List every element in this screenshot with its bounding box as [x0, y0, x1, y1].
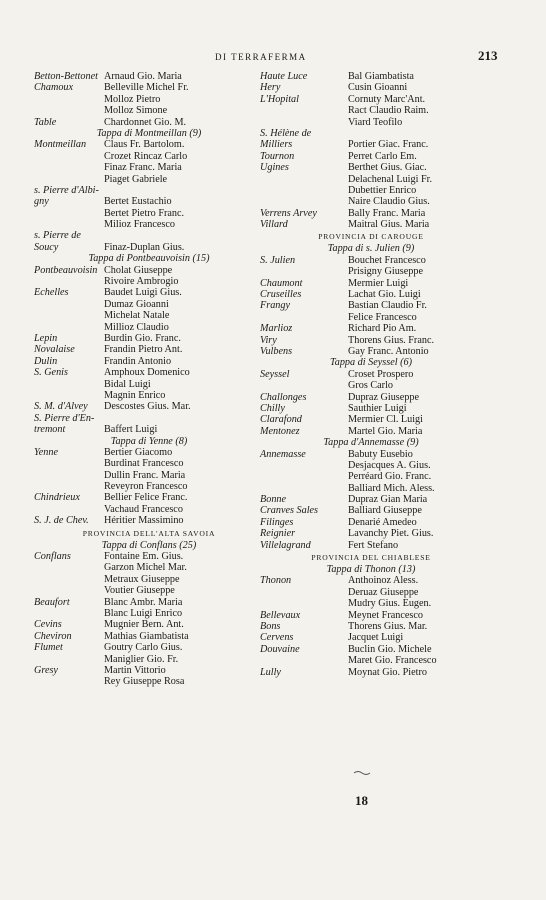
entry-row — [34, 574, 274, 585]
entry-row — [34, 470, 274, 481]
entry-row — [260, 494, 485, 505]
entry-row — [260, 587, 485, 598]
place-name: Gresy — [34, 664, 58, 676]
place-name: Conflans — [34, 551, 71, 563]
place-name: S. Julien — [260, 254, 296, 266]
person-name: Baffert Luigi — [104, 424, 158, 436]
person-name: Blanc Ambr. Maria — [104, 596, 183, 608]
entry-row — [260, 414, 485, 425]
person-name: Lavanchy Piet. Gius. — [348, 528, 434, 540]
entry-row — [34, 230, 274, 241]
entry-row — [260, 278, 485, 289]
person-name: Sauthier Luigi — [348, 402, 407, 414]
person-name: Mudry Gius. Eugen. — [348, 598, 432, 610]
person-name: Felice Francesco — [348, 311, 417, 323]
entry-row — [34, 208, 274, 219]
entry-row — [260, 575, 485, 586]
entry-row — [260, 82, 485, 93]
person-name: Finaz-Duplan Gius. — [104, 241, 185, 253]
person-name: Gros Carlo — [348, 380, 393, 392]
person-name: Héritier Massimino — [104, 515, 184, 527]
person-name: Martin Vittorio — [104, 664, 166, 676]
person-name: Prisigny Giuseppe — [348, 266, 423, 278]
province-heading: PROVINCIA DELL'ALTA SAVOIA — [82, 528, 216, 538]
place-name: tremont — [34, 424, 66, 436]
entry-row — [34, 413, 274, 424]
person-name: Burdin Gio. Franc. — [104, 332, 181, 344]
person-name: Blanc Luigi Enrico — [104, 607, 183, 619]
person-name: Gay Franc. Antonio — [348, 345, 429, 357]
running-title: DI TERRAFERMA — [215, 52, 307, 62]
entry-row — [34, 642, 274, 653]
place-name: S. J. de Chev. — [34, 515, 89, 527]
person-name: Balliard Mich. Aless. — [348, 482, 435, 494]
entry-row — [260, 610, 485, 621]
person-name: Millioz Claudio — [104, 321, 169, 333]
person-name: Lachat Gio. Luigi — [348, 289, 421, 301]
person-name: Dullin Franc. Maria — [104, 469, 186, 481]
person-name: Babuty Eusebio — [348, 448, 413, 460]
entry-row — [34, 151, 274, 162]
entry-row — [260, 94, 485, 105]
entry-row — [34, 185, 274, 196]
entry-row — [260, 105, 485, 116]
person-name: Cholat Giuseppe — [104, 264, 173, 276]
entry-row — [34, 117, 274, 128]
person-name: Fontaine Em. Gius. — [104, 551, 184, 563]
entry-row — [260, 255, 485, 266]
person-name: Anthoinoz Aless. — [348, 575, 419, 587]
entry-row — [34, 162, 274, 173]
person-name: Descostes Gius. Mar. — [104, 401, 191, 413]
place-name: Vulbens — [260, 345, 293, 357]
entry-row — [260, 162, 485, 173]
place-name: Chaumont — [260, 277, 303, 289]
place-name: Clarafond — [260, 414, 302, 426]
person-name: Bidal Luigi — [104, 378, 151, 390]
entry-row — [34, 219, 274, 230]
person-name: Chardonnet Gio. M. — [104, 116, 187, 128]
stage-heading: Tappa di Seyssel (6) — [330, 357, 412, 369]
entry-row — [34, 597, 274, 608]
province-heading: PROVINCIA DI CAROUGE — [318, 232, 424, 242]
entry-row — [260, 598, 485, 609]
page-number: 213 — [478, 48, 498, 63]
place-name: Bellevaux — [260, 609, 301, 621]
person-name: Claus Fr. Bartolom. — [104, 139, 185, 151]
entry-row — [260, 117, 485, 128]
right-column — [260, 71, 485, 678]
person-name: Dumaz Gioanni — [104, 298, 169, 310]
entry-row — [34, 379, 274, 390]
place-name: Bons — [260, 620, 281, 632]
entry-row — [260, 483, 485, 494]
entry-row — [260, 380, 485, 391]
person-name: Baudet Luigi Gius. — [104, 287, 182, 299]
person-name: Dupraz Gian Maria — [348, 494, 428, 506]
person-name: Mugnier Bern. Ant. — [104, 619, 184, 631]
entry-row — [34, 356, 274, 367]
person-name: Portier Giac. Franc. — [348, 139, 429, 151]
place-name: Seyssel — [260, 368, 290, 380]
entry-row — [260, 139, 485, 150]
entry-row — [260, 128, 485, 139]
place-name: S. Hélène de — [260, 127, 312, 139]
stage-heading: Tappa di s. Julien (9) — [327, 243, 415, 255]
entry-row — [260, 289, 485, 300]
place-name: Mentonez — [260, 425, 300, 437]
person-name: Fert Stefano — [348, 539, 399, 551]
place-name: Soucy — [34, 241, 59, 253]
person-name: Perret Carlo Em. — [348, 150, 417, 162]
entry-row — [260, 655, 485, 666]
entry-row — [260, 392, 485, 403]
place-name: Douvaine — [260, 643, 300, 655]
entry-row — [260, 403, 485, 414]
entry-row — [34, 322, 274, 333]
person-name: Croset Prospero — [348, 368, 414, 380]
person-name: Vachaud Francesco — [104, 503, 183, 515]
place-name: Chindrieux — [34, 492, 80, 504]
person-name: Amphoux Domenico — [104, 367, 190, 379]
person-name: Deruaz Giuseppe — [348, 586, 419, 598]
person-name: Magnin Enrico — [104, 389, 166, 401]
entry-row — [34, 665, 274, 676]
entry-row — [34, 265, 274, 276]
entry-row — [34, 515, 274, 526]
entry-row — [260, 312, 485, 323]
entry-row — [260, 449, 485, 460]
entry-row — [260, 517, 485, 528]
place-name: Table — [34, 116, 57, 128]
entry-row — [34, 504, 274, 515]
person-name: Maret Gio. Francesco — [348, 655, 437, 667]
entry-row — [260, 71, 485, 82]
person-name: Martel Gio. Maria — [348, 425, 423, 437]
entry-row — [260, 540, 485, 551]
place-name: Villard — [260, 219, 288, 231]
entry-row — [260, 208, 485, 219]
person-name: Berthet Gius. Giac. — [348, 162, 427, 174]
entry-row — [34, 458, 274, 469]
entry-row — [260, 346, 485, 357]
press-mark-icon — [353, 770, 371, 776]
stage-heading: Tappa di Yenne (8) — [110, 435, 188, 447]
entry-row — [34, 276, 274, 287]
place-name: Cevins — [34, 619, 62, 631]
place-name: S. Pierre d'En- — [34, 412, 95, 424]
person-name: Ract Claudio Raim. — [348, 105, 429, 117]
entry-row — [260, 644, 485, 655]
person-name: Jacquet Luigi — [348, 632, 404, 644]
place-name: Chamoux — [34, 82, 74, 94]
place-name: Viry — [260, 334, 277, 346]
entry-row — [34, 562, 274, 573]
entry-row — [34, 481, 274, 492]
person-name: Rey Giuseppe Rosa — [104, 676, 185, 688]
place-name: Cheviron — [34, 630, 72, 642]
entry-row — [34, 619, 274, 630]
place-name: Challonges — [260, 391, 307, 403]
place-name: Tournon — [260, 150, 295, 162]
entry-row — [34, 367, 274, 378]
place-name: Bonne — [260, 494, 287, 506]
person-name: Thorens Gius. Mar. — [348, 620, 428, 632]
place-name: Flumet — [34, 642, 63, 654]
person-name: Moynat Gio. Pietro — [348, 666, 427, 678]
person-name: Molloz Simone — [104, 105, 168, 117]
person-name: Delachenal Luigi Fr. — [348, 173, 433, 185]
place-name: Echelles — [34, 287, 69, 299]
entry-row — [34, 287, 274, 298]
entry-row — [260, 505, 485, 516]
province-heading: PROVINCIA DEL CHIABLESE — [311, 553, 431, 563]
stage-heading: Tappa di Pontbeauvoisin (15) — [88, 253, 210, 265]
person-name: Bouchet Francesco — [348, 254, 426, 266]
entry-row — [260, 196, 485, 207]
entry-row — [34, 105, 274, 116]
entry-row — [260, 621, 485, 632]
person-name: Bal Giambatista — [348, 71, 414, 82]
place-name: Cruseilles — [260, 289, 302, 301]
person-name: Bertier Giacomo — [104, 446, 173, 458]
entry-row — [260, 151, 485, 162]
person-name: Dupraz Giuseppe — [348, 391, 420, 403]
entry-row — [260, 426, 485, 437]
entry-row — [260, 335, 485, 346]
person-name: Goutry Carlo Gius. — [104, 642, 183, 654]
entry-row — [34, 424, 274, 435]
person-name: Bertet Pietro Franc. — [104, 207, 185, 219]
entry-row — [260, 369, 485, 380]
person-name: Mermier Luigi — [348, 277, 409, 289]
entry-row — [260, 219, 485, 230]
entry-row — [260, 323, 485, 334]
person-name: Cusin Gioanni — [348, 82, 408, 94]
person-name: Molloz Pietro — [104, 93, 161, 105]
place-name: Cranves Sales — [260, 505, 319, 517]
person-name: Mathias Giambatista — [104, 630, 189, 642]
place-name: Marlioz — [260, 323, 293, 335]
entry-row — [34, 447, 274, 458]
entry-row — [34, 242, 274, 253]
entry-row — [34, 139, 274, 150]
place-name: Hery — [260, 82, 281, 94]
page-header — [0, 48, 546, 66]
place-name: Annemasse — [260, 448, 306, 460]
person-name: Bally Franc. Maria — [348, 207, 426, 219]
entry-row — [34, 344, 274, 355]
place-name: Chilly — [260, 402, 285, 414]
place-name: Villelagrand — [260, 539, 311, 551]
person-name: Garzon Michel Mar. — [104, 562, 187, 574]
place-name: Cervens — [260, 632, 294, 644]
person-name: Milioz Francesco — [104, 219, 176, 231]
person-name: Burdinat Francesco — [104, 458, 184, 470]
person-name: Dubettier Enrico — [348, 184, 417, 196]
place-name: Novalaise — [34, 344, 75, 356]
stage-heading: Tappa di Montmeillan (9) — [96, 127, 202, 139]
signature-mark: 18 — [355, 793, 368, 808]
entry-row — [34, 333, 274, 344]
place-name: s. Pierre d'Albi- — [34, 184, 99, 196]
left-column — [34, 71, 274, 688]
person-name: Michelat Natale — [104, 310, 170, 322]
place-name: Yenne — [34, 446, 58, 458]
entry-row — [34, 551, 274, 562]
entry-row — [34, 676, 274, 687]
place-name: Verrens Arvey — [260, 207, 317, 219]
entry-row — [34, 654, 274, 665]
place-name: Dulin — [34, 355, 58, 367]
entry-row — [34, 310, 274, 321]
place-name: S. M. d'Alvey — [34, 401, 88, 413]
person-name: Balliard Giuseppe — [348, 505, 422, 517]
entry-row — [260, 460, 485, 471]
person-name: Bellier Felice Franc. — [104, 492, 188, 504]
person-name: Maniglier Gio. Fr. — [104, 653, 179, 665]
person-name: Arnaud Gio. Maria — [104, 71, 182, 82]
entry-row — [260, 471, 485, 482]
place-name: Lepin — [34, 332, 58, 344]
person-name: Mermier Cl. Luigi — [348, 414, 423, 426]
stage-heading: Tappa d'Annemasse (9) — [323, 437, 419, 449]
entry-row — [34, 94, 274, 105]
person-name: Reveyron Francesco — [104, 481, 188, 493]
place-name: Betton-Bettonet — [34, 71, 98, 82]
place-name: S. Genis — [34, 367, 68, 379]
stage-heading: Tappa di Conflans (25) — [101, 539, 197, 551]
entry-row — [34, 585, 274, 596]
person-name: Frandin Antonio — [104, 355, 172, 367]
entry-row — [34, 196, 274, 207]
entry-row — [34, 631, 274, 642]
place-name: Thonon — [260, 575, 292, 587]
person-name: Bastian Claudio Fr. — [348, 300, 427, 312]
person-name: Metraux Giuseppe — [104, 573, 180, 585]
place-name: Montmeillan — [34, 139, 87, 151]
person-name: Thorens Gius. Franc. — [348, 334, 435, 346]
stage-heading: Tappa di Thonon (13) — [326, 564, 416, 576]
person-name: Denarié Amedeo — [348, 516, 417, 528]
entry-row — [260, 667, 485, 678]
entry-row — [34, 82, 274, 93]
entry-row — [34, 174, 274, 185]
entry-row — [260, 528, 485, 539]
person-name: Bertet Eustachio — [104, 196, 172, 208]
place-name: Frangy — [260, 300, 290, 312]
person-name: Crozet Rincaz Carlo — [104, 150, 188, 162]
entry-row — [34, 401, 274, 412]
place-name: Reignier — [260, 528, 296, 540]
entry-row — [260, 185, 485, 196]
person-name: Perréard Gio. Franc. — [348, 471, 432, 483]
entry-row — [260, 632, 485, 643]
person-name: Buclin Gio. Michele — [348, 643, 432, 655]
place-name: Pontbeauvoisin — [34, 264, 98, 276]
person-name: Belleville Michel Fr. — [104, 82, 189, 94]
entry-row — [34, 299, 274, 310]
person-name: Desjacques A. Gius. — [348, 459, 431, 471]
place-name: Filinges — [260, 516, 294, 528]
person-name: Richard Pio Am. — [348, 323, 417, 335]
person-name: Viard Teofilo — [348, 116, 403, 128]
person-name: Meynet Francesco — [348, 609, 423, 621]
entry-row — [260, 300, 485, 311]
place-name: Lully — [260, 666, 281, 678]
place-name: s. Pierre de — [34, 230, 81, 242]
entry-row — [260, 174, 485, 185]
person-name: Cornuty Marc'Ant. — [348, 93, 426, 105]
person-name: Frandin Pietro Ant. — [104, 344, 183, 356]
person-name: Rivoire Ambrogio — [104, 276, 179, 288]
place-name: Milliers — [260, 139, 293, 151]
person-name: Voutier Giuseppe — [104, 585, 175, 597]
entry-row — [34, 71, 274, 82]
place-name: Haute Luce — [260, 71, 308, 82]
person-name: Naire Claudio Gius. — [348, 196, 430, 208]
person-name: Finaz Franc. Maria — [104, 162, 182, 174]
place-name: Ugines — [260, 162, 289, 174]
entry-row — [260, 266, 485, 277]
person-name: Maitral Gius. Maria — [348, 219, 430, 231]
entry-row — [34, 390, 274, 401]
entry-row — [34, 492, 274, 503]
place-name: L'Hopital — [260, 93, 299, 105]
person-name: Piaget Gabriele — [104, 173, 168, 185]
place-name: gny — [34, 196, 49, 208]
place-name: Beaufort — [34, 596, 70, 608]
entry-row — [34, 608, 274, 619]
